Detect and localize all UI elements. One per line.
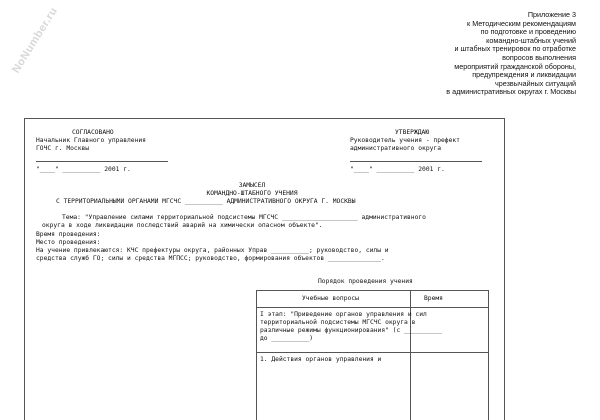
heading-line3: С ТЕРРИТОРИАЛЬНЫМИ ОРГАНАМИ МГСЧС __________ АДМИНИСТРАТИВНОГО ОКРУГА Г. МОСКВЫ — [56, 198, 356, 205]
time-label: Время проведения: — [36, 231, 101, 238]
table-row2-line1: 1. Действия органов управления и — [260, 356, 382, 363]
appendix-line: чрезвычайных ситуаций — [495, 78, 576, 88]
watermark: NoNumber.ru — [10, 5, 61, 76]
appendix-line: предупреждения и ликвидации — [472, 70, 576, 80]
heading-line2: КОМАНДНО-ШТАБНОГО УЧЕНИЯ — [206, 190, 298, 197]
appendix-line: по подготовке и проведению — [480, 27, 576, 37]
approved-left-date: "____" __________ 2001 г. — [36, 166, 131, 173]
appendix-line: к Методическим рекомендациям — [467, 18, 576, 28]
table-border-top — [256, 290, 488, 291]
document-frame-top — [24, 118, 504, 119]
approved-right-line1: Руководитель учения - префект — [350, 137, 460, 144]
table-row1-line3: различные режимы функционирования" (с __________ — [260, 327, 442, 334]
approved-left-title: СОГЛАСОВАНО — [72, 129, 114, 136]
approved-right-title: УТВЕРЖДАЮ — [395, 129, 430, 136]
table-title: Порядок проведения учения — [318, 278, 413, 285]
table-border-right — [488, 290, 489, 420]
topic-line2: округа в ходе ликвидации последствий аварий на химически опасном объекте". — [42, 222, 323, 229]
appendix-line: в административных округах г. Москвы — [446, 87, 576, 97]
table-col-header-time: Время — [424, 295, 443, 302]
table-row1-line4: до __________) — [260, 335, 314, 342]
appendix-line: Приложение 3 — [527, 10, 576, 19]
appendix-line: и штабных тренировок по отработке — [454, 44, 576, 54]
table-border-left — [256, 290, 257, 420]
table-row-divider — [256, 352, 488, 353]
heading-line1: ЗАМЫСЕЛ — [238, 182, 266, 189]
appendix-note — [376, 11, 576, 97]
appendix-line: вопросов выполнения — [502, 52, 576, 62]
table-col-header-questions: Учебные вопросы — [302, 295, 359, 302]
involved-line2: средства служб ГО; силы и средства МГПСС; руководство, формирования объектов ______________. — [36, 255, 385, 262]
appendix-line: командно-штабных учений — [486, 35, 576, 45]
table-row1-line1: I этап: "Приведение органов управления и сил — [260, 311, 427, 318]
approved-right-date: "____" __________ 2001 г. — [350, 166, 445, 173]
document-frame-left — [24, 118, 25, 420]
table-header-bottom — [256, 307, 488, 308]
approved-right-line2: административного округа — [350, 145, 441, 152]
table-column-divider — [410, 290, 411, 420]
topic-line1: Тема: "Управление силами территориальной подсистемы МГСЧС ____________________ административного — [62, 214, 426, 221]
table-row1-line2: территориальной подсистемы МГСЧС округа в — [260, 319, 416, 326]
place-label: Место проведения: — [36, 239, 101, 246]
involved-line1: На учение привлекаются: КЧС префектуры округа, районных Управ __________; руководство, силы и — [36, 247, 389, 254]
approved-left-line1: Начальник Главного управления — [36, 137, 146, 144]
signature-line-left — [36, 161, 168, 162]
document-frame-right — [504, 118, 505, 420]
signature-line-right — [350, 161, 482, 162]
approved-left-line2: ГОЧС г. Москвы — [36, 145, 90, 152]
appendix-line: мероприятий гражданской обороны, — [454, 61, 576, 71]
